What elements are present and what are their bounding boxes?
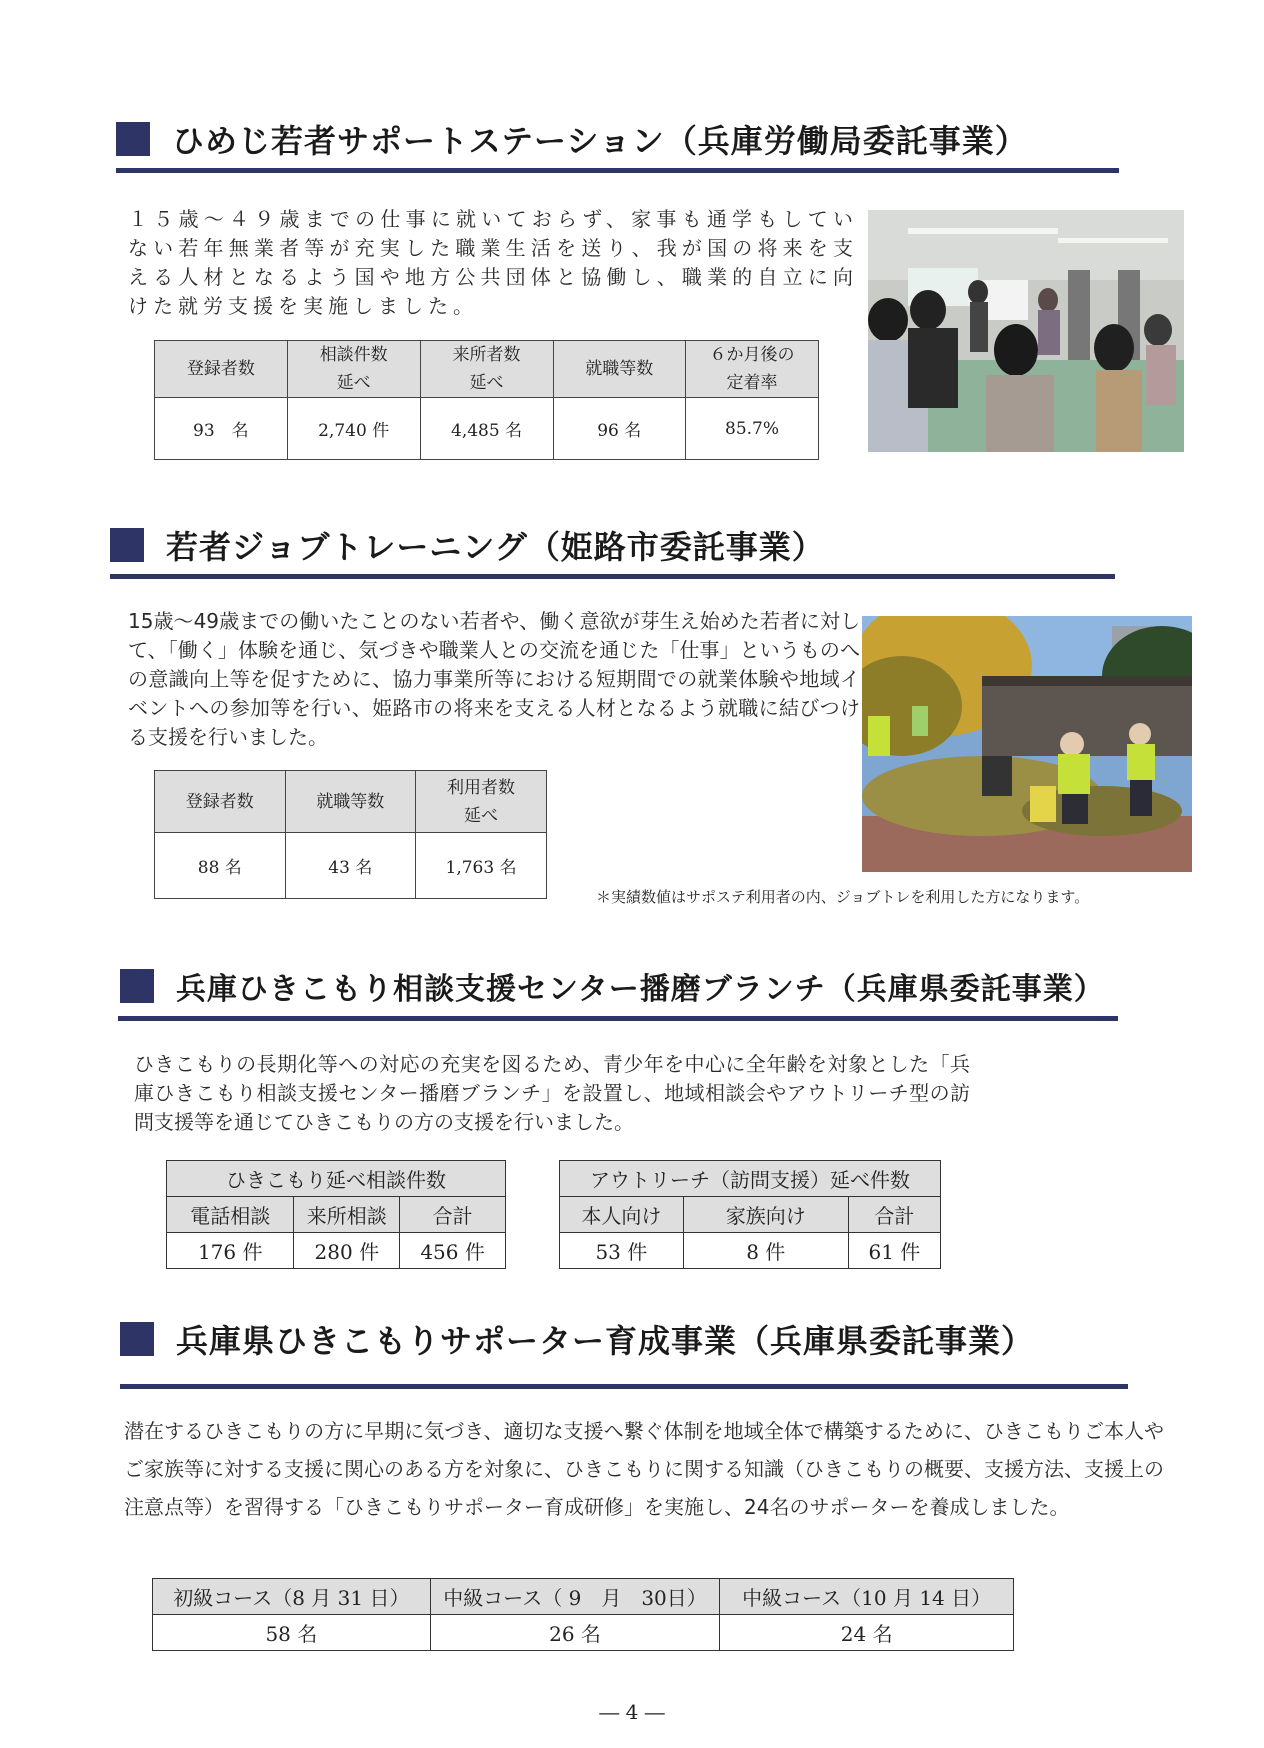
footnote: ＊実績数値はサポステ利用者の内、ジョブトレを利用した方になります。 (596, 888, 1090, 906)
value-cell: 280 件 (294, 1233, 400, 1269)
value-cell: 24 名 (720, 1615, 1014, 1651)
section-4-body: 潜在するひきこもりの方に早期に気づき、適切な支援へ繋ぐ体制を地域全体で構築するために、ひきこもりご本人やご家族等に対する支援に関心のある方を対象に、ひきこもりに関する知識（ひきこもりの概要、支援方法、支援上の注意点等）を習得する「ひきこもりサポーター育成研修」を実施し、24名のサポーターを養成しました。 (124, 1419, 1164, 1519)
header-cell: 就職等数 (285, 771, 416, 833)
section-title-text: 兵庫県ひきこもりサポーター育成事業（兵庫県委託事業） (176, 1322, 1035, 1360)
value-cell: 43 名 (285, 833, 416, 899)
value-cell: 88 名 (155, 833, 286, 899)
title-underline (120, 1384, 1128, 1389)
value-cell: 58 名 (153, 1615, 431, 1651)
value-cell: 8 件 (683, 1233, 848, 1269)
section-1-table (154, 340, 819, 460)
section-2-body: 15歳～49歳までの働いたことのない若者や、働く意欲が芽生え始めた若者に対して、「働く」体験を通じ、気づきや職業人との交流を通じた「仕事」というものへの意識向上等を促すために、協力事業所等における短期間での就業体験や地域イベントへの参加等を行い、姫路市の将来を支える人材となるよう就職に結びつける支援を行いました。 (128, 609, 860, 749)
section-title-2 (110, 522, 825, 568)
section-title-1 (116, 116, 1028, 162)
header-cell: 合計 (400, 1197, 506, 1233)
header-cell: 中級コース（10 月 14 日） (720, 1579, 1014, 1615)
value-cell: 61 件 (848, 1233, 940, 1269)
consultation-table (166, 1160, 506, 1269)
value-cell: 176 件 (167, 1233, 294, 1269)
course-table (152, 1578, 1014, 1651)
title-square-icon (116, 122, 150, 156)
title-underline (116, 168, 1119, 173)
header-cell: 来所者数 延べ (420, 341, 553, 398)
section-2-table (154, 770, 547, 899)
title-square-icon (110, 528, 144, 562)
header-cell: 登録者数 (155, 341, 288, 398)
value-cell: 85.7% (686, 398, 819, 460)
outreach-table (559, 1160, 941, 1269)
value-cell: 93 名 (155, 398, 288, 460)
section-1-body: １５歳～４９歳までの仕事に就いておらず、家事も通学もしていない若年無業者等が充実した職業生活を送り、我が国の将来を支える人材となるよう国や地方公共団体と協働し、職業的自立に向けた就労支援を実施しました。 (128, 207, 858, 318)
title-underline (118, 1016, 1118, 1021)
header-cell: 登録者数 (155, 771, 286, 833)
header-cell: 中級コース（ 9 月 30日） (430, 1579, 720, 1615)
value-cell: 4,485 名 (420, 398, 553, 460)
photo-seminar-room (868, 210, 1184, 452)
section-title-text: 若者ジョブトレーニング（姫路市委託事業） (166, 528, 825, 566)
title-underline (110, 574, 1115, 579)
header-cell: 本人向け (560, 1197, 684, 1233)
title-square-icon (120, 1322, 154, 1356)
header-cell: 初級コース（8 月 31 日） (153, 1579, 431, 1615)
page-number: ― 4 ― (599, 1700, 665, 1724)
section-title-text: ひめじ若者サポートステーション（兵庫労働局委託事業） (172, 122, 1028, 160)
header-cell: 利用者数 延べ (416, 771, 547, 833)
header-cell: 来所相談 (294, 1197, 400, 1233)
value-cell: 26 名 (430, 1615, 720, 1651)
header-cell: 合計 (848, 1197, 940, 1233)
section-title-4 (120, 1316, 1034, 1362)
header-cell: 相談件数 延べ (287, 341, 420, 398)
value-cell: 1,763 名 (416, 833, 547, 899)
section-title-text: 兵庫ひきこもり相談支援センター播磨ブランチ（兵庫県委託事業） (176, 972, 1105, 1007)
header-cell: 就職等数 (553, 341, 686, 398)
value-cell: 2,740 件 (287, 398, 420, 460)
title-square-icon (120, 969, 154, 1003)
header-cell: 電話相談 (167, 1197, 294, 1233)
cleanup-photo-image (862, 616, 1192, 872)
value-cell: 456 件 (400, 1233, 506, 1269)
table-caption: ひきこもり延べ相談件数 (167, 1161, 506, 1197)
table-caption: アウトリーチ（訪問支援）延べ件数 (560, 1161, 941, 1197)
value-cell: 53 件 (560, 1233, 684, 1269)
photo-outdoor-cleanup (862, 616, 1192, 872)
seminar-photo-image (868, 210, 1184, 452)
section-3-body: ひきこもりの長期化等への対応の充実を図るため、青少年を中心に全年齢を対象とした「兵庫ひきこもり相談支援センター播磨ブランチ」を設置し、地域相談会やアウトリーチ型の訪問支援等を通じてひきこもりの方の支援を行いました。 (134, 1052, 970, 1134)
header-cell: 家族向け (683, 1197, 848, 1233)
value-cell: 96 名 (553, 398, 686, 460)
header-cell: ６か月後の 定着率 (686, 341, 819, 398)
section-title-3 (120, 964, 1105, 1008)
